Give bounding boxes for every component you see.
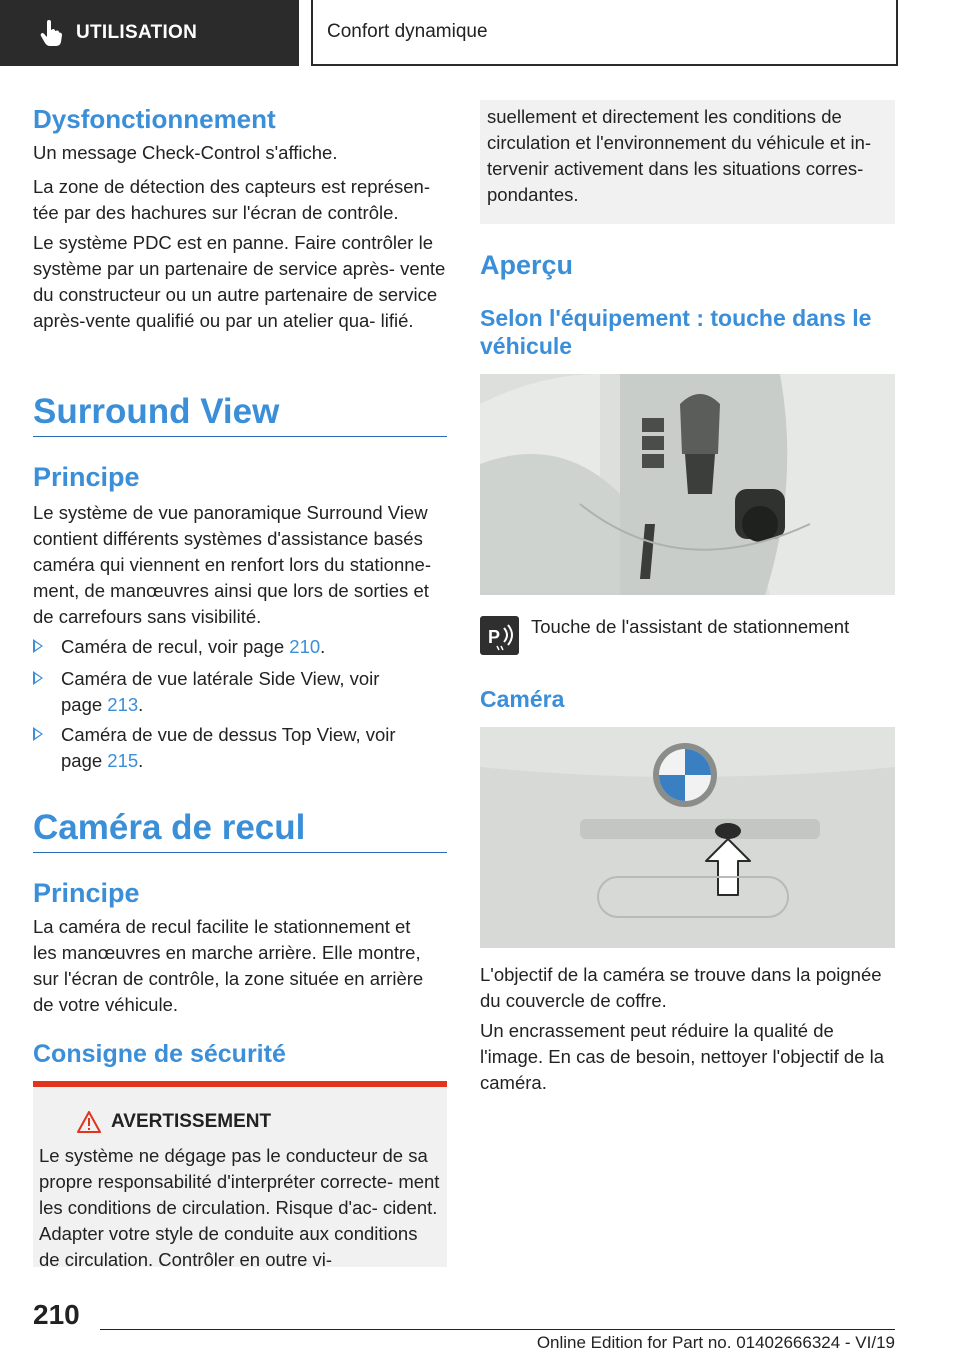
- list-item: [33, 634, 447, 660]
- page-number: 210: [33, 1299, 80, 1330]
- header-section-tab: [0, 0, 299, 66]
- page-link[interactable]: 215: [107, 750, 139, 771]
- warning-title: AVERTISSEMENT: [111, 1111, 272, 1132]
- camera-recul-heading: Caméra de recul: [33, 808, 306, 847]
- button-caption: Touche de l'assistant de stationnement: [531, 616, 850, 637]
- divider-rule: [33, 436, 447, 437]
- list-item-text: Caméra de vue latérale Side View, voir page 213.: [61, 668, 380, 715]
- list-item: [33, 666, 447, 718]
- principe-paragraph: Le système de vue panoramique Surround View contient différents systèmes d'assistance basés caméra qui viennent en renfort lors du stationne‐ ment, de manœuvres ainsi que lors de sorties et de carrefours sans visibilité.: [33, 502, 431, 627]
- apercu-heading: Aperçu: [480, 250, 574, 280]
- surround-view-heading: Surround View: [33, 392, 280, 431]
- list-item-text: Caméra de vue de dessus Top View, voir page 215.: [61, 724, 396, 771]
- trunk-camera-image: [480, 727, 895, 948]
- principe-paragraph: La caméra de recul facilite le stationnement et les manœuvres en marche arrière. Elle montre, sur l'écran de contrôle, la zone située en arrière de votre véhicule.: [33, 916, 424, 1015]
- parking-assistant-button-icon: [480, 616, 519, 655]
- chapter-header: [311, 0, 898, 66]
- selon-equipement-heading: Selon l'équipement : touche dans le véhicule: [480, 305, 872, 359]
- footer-rule: [100, 1329, 895, 1330]
- console-image: [480, 374, 895, 595]
- bullet-triangle-icon: [33, 727, 43, 741]
- section-tab-label: UTILISATION: [76, 22, 198, 43]
- list-item-text: Caméra de recul, voir page 210.: [61, 636, 326, 657]
- camera-paragraph-1: L'objectif de la caméra se trouve dans la poignée du couvercle de coffre.: [480, 964, 882, 1011]
- warning-box: [33, 1081, 447, 1270]
- chapter-title: Confort dynamique: [327, 21, 488, 42]
- warning-continuation-box: [480, 100, 895, 224]
- dysfonct-paragraph-2: La zone de détection des capteurs est représen‐ tée par des hachures sur l'écran de contrôle.: [33, 176, 430, 223]
- console-illustration: [480, 374, 895, 595]
- hand-pointer-icon: [40, 20, 62, 46]
- camera-heading: Caméra: [480, 686, 565, 712]
- warning-text: Le système ne dégage pas le conducteur de sa propre responsabilité d'interpréter correcte‐ ment les conditions de circulation. Risque d'ac‐ cident. Adapter votre style de conduite aux conditions de circulation. Contrôler en outre vi‐: [39, 1145, 440, 1270]
- warning-triangle-icon: [77, 1111, 101, 1133]
- page-link[interactable]: 210: [289, 636, 321, 657]
- dysfonct-paragraph-1: Un message Check-Control s'affiche.: [33, 142, 338, 163]
- principe-heading: Principe: [33, 462, 140, 492]
- list-item: [33, 722, 447, 774]
- principe-heading: Principe: [33, 878, 140, 908]
- dysfonct-paragraph-3: Le système PDC est en panne. Faire contrôler le système par un partenaire de service après- vente du constructeur ou un autre partenaire de service après-vente qualifié ou par un atelier qua‐ lifié.: [33, 232, 446, 331]
- svg-text:P: P: [488, 627, 501, 647]
- camera-paragraph-2: Un encrassement peut réduire la qualité de l'image. En cas de besoin, nettoyer l'objectif de la caméra.: [480, 1020, 885, 1093]
- dysfonctionnement-heading: Dysfonctionnement: [33, 104, 276, 134]
- bullet-triangle-icon: [33, 639, 43, 653]
- edition-footer: Online Edition for Part no. 01402666324 - VI/19: [536, 1333, 895, 1352]
- warning-continuation-text: suellement et directement les conditions de circulation et l'environnement du véhicule et in‐ tervenir activement dans les situations corres‐ pondantes.: [487, 106, 872, 205]
- page-link[interactable]: 213: [107, 694, 139, 715]
- trunk-illustration: [480, 727, 895, 948]
- consigne-heading: Consigne de sécurité: [33, 1040, 286, 1068]
- divider-rule: [33, 852, 447, 853]
- bullet-triangle-icon: [33, 671, 43, 685]
- park-assist-icon: [480, 616, 519, 655]
- warning-bar: [33, 1081, 447, 1087]
